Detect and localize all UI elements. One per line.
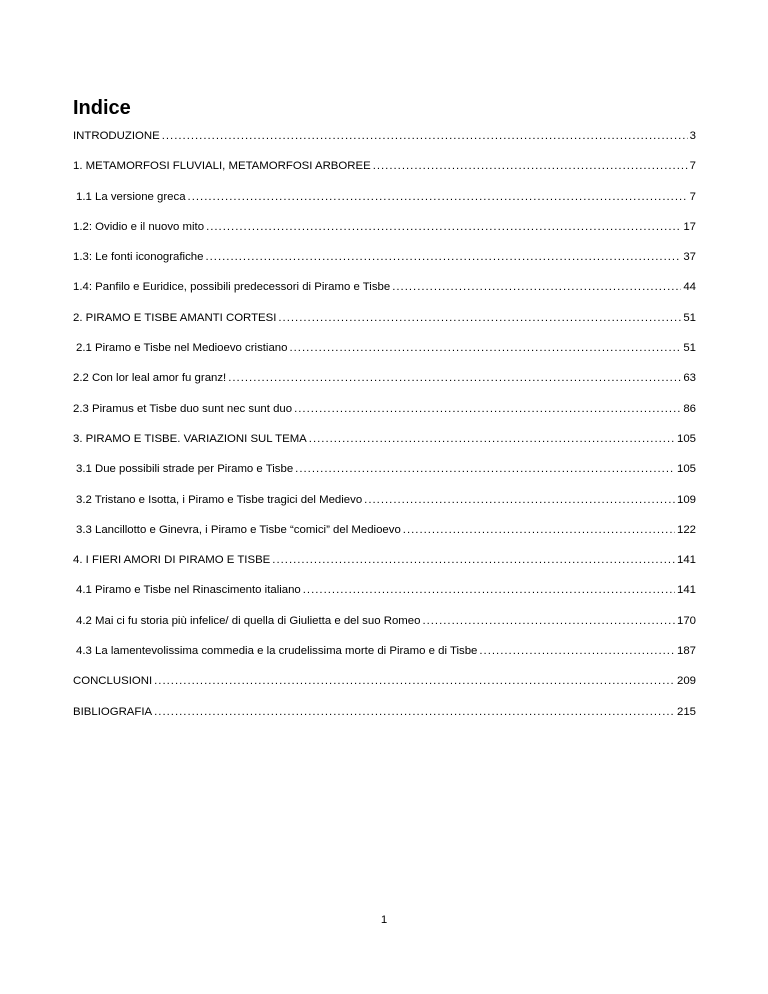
toc-entry[interactable] xyxy=(73,310,696,340)
dot-leader xyxy=(303,582,675,598)
toc-entry-title: CONCLUSIONI xyxy=(73,675,153,688)
dot-leader xyxy=(364,492,675,508)
dot-leader xyxy=(272,552,675,568)
toc-entry-page: 122 xyxy=(676,523,696,536)
toc-entry[interactable] xyxy=(73,189,696,219)
toc-entry-title: 1.2: Ovidio e il nuovo mito xyxy=(73,220,205,233)
toc-entry[interactable] xyxy=(73,582,696,612)
toc-entry[interactable] xyxy=(73,279,696,309)
toc-entry-title: 2.1 Piramo e Tisbe nel Medioevo cristiano xyxy=(76,342,288,355)
page-number: 1 xyxy=(380,914,388,926)
dot-leader xyxy=(422,613,675,629)
toc-entry[interactable] xyxy=(73,552,696,582)
dot-leader xyxy=(295,461,675,477)
table-of-contents xyxy=(73,128,696,734)
dot-leader xyxy=(392,279,681,295)
dot-leader xyxy=(188,189,688,205)
toc-entry[interactable] xyxy=(73,401,696,431)
dot-leader xyxy=(479,643,675,659)
toc-entry[interactable] xyxy=(73,340,696,370)
toc-entry-page: 51 xyxy=(683,342,696,355)
dot-leader xyxy=(154,704,675,720)
toc-entry-title: INTRODUZIONE xyxy=(73,130,160,142)
toc-entry[interactable] xyxy=(73,128,696,158)
toc-entry[interactable] xyxy=(73,704,696,734)
toc-entry-title: 2. PIRAMO E TISBE AMANTI CORTESI xyxy=(73,311,277,324)
dot-leader xyxy=(373,158,688,174)
dot-leader xyxy=(278,310,681,326)
toc-entry[interactable] xyxy=(73,461,696,491)
dot-leader xyxy=(228,370,681,386)
toc-entry[interactable] xyxy=(73,249,696,279)
toc-entry[interactable] xyxy=(73,673,696,703)
toc-entry[interactable] xyxy=(73,613,696,643)
toc-entry-page: 215 xyxy=(676,705,696,718)
toc-entry-title: 2.2 Con lor leal amor fu granz! xyxy=(73,372,227,385)
toc-entry-title: 4. I FIERI AMORI DI PIRAMO E TISBE xyxy=(73,554,271,567)
toc-entry-page: 109 xyxy=(676,493,696,506)
toc-entry[interactable] xyxy=(73,219,696,249)
toc-entry[interactable] xyxy=(73,522,696,552)
toc-entry[interactable] xyxy=(73,643,696,673)
toc-entry[interactable] xyxy=(73,492,696,522)
toc-entry-title: 4.2 Mai ci fu storia più infelice/ di quella di Giulietta e del suo Romeo xyxy=(76,614,421,627)
toc-entry-title: 1.3: Le fonti iconografiche xyxy=(73,251,204,264)
toc-entry-title: BIBLIOGRAFIA xyxy=(73,705,153,718)
dot-leader xyxy=(162,128,688,144)
dot-leader xyxy=(294,401,681,417)
toc-entry-page: 63 xyxy=(683,372,696,385)
toc-entry-page: 105 xyxy=(676,463,696,476)
toc-entry-page: 44 xyxy=(683,281,696,294)
dot-leader xyxy=(309,431,675,447)
page-title: Indice xyxy=(73,97,131,119)
toc-entry-title: 3. PIRAMO E TISBE. VARIAZIONI SUL TEMA xyxy=(73,432,307,445)
dot-leader xyxy=(206,219,681,235)
toc-entry-page: 141 xyxy=(676,584,696,597)
toc-entry-page: 209 xyxy=(676,675,696,688)
dot-leader xyxy=(403,522,675,538)
toc-entry-title: 2.3 Piramus et Tisbe duo sunt nec sunt duo xyxy=(73,402,293,415)
toc-entry-page: 3 xyxy=(689,130,696,142)
dot-leader xyxy=(154,673,675,689)
dot-leader xyxy=(289,340,681,356)
toc-entry-page: 7 xyxy=(689,160,696,173)
dot-leader xyxy=(205,249,681,265)
toc-entry-page: 170 xyxy=(676,614,696,627)
toc-entry-title: 1.1 La versione greca xyxy=(76,190,186,203)
toc-entry[interactable] xyxy=(73,158,696,188)
toc-entry-title: 3.3 Lancillotto e Ginevra, i Piramo e Tisbe “comici” del Medioevo xyxy=(76,523,401,536)
toc-entry-page: 141 xyxy=(676,554,696,567)
toc-entry[interactable] xyxy=(73,431,696,461)
toc-entry-title: 1.4: Panfilo e Euridice, possibili predecessori di Piramo e Tisbe xyxy=(73,281,391,294)
toc-entry-title: 1. METAMORFOSI FLUVIALI, METAMORFOSI ARBOREE xyxy=(73,160,371,173)
toc-entry-page: 105 xyxy=(676,432,696,445)
toc-entry-page: 51 xyxy=(683,311,696,324)
toc-entry-title: 4.3 La lamentevolissima commedia e la crudelissima morte di Piramo e di Tisbe xyxy=(76,645,478,658)
toc-entry-title: 3.1 Due possibili strade per Piramo e Tisbe xyxy=(76,463,294,476)
toc-entry-page: 86 xyxy=(683,402,696,415)
toc-entry-page: 17 xyxy=(683,220,696,233)
toc-entry-title: 3.2 Tristano e Isotta, i Piramo e Tisbe tragici del Medievo xyxy=(76,493,363,506)
toc-entry-title: 4.1 Piramo e Tisbe nel Rinascimento italiano xyxy=(76,584,301,597)
toc-entry[interactable] xyxy=(73,370,696,400)
toc-entry-page: 187 xyxy=(676,645,696,658)
toc-entry-page: 37 xyxy=(683,251,696,264)
toc-entry-page: 7 xyxy=(689,190,696,203)
